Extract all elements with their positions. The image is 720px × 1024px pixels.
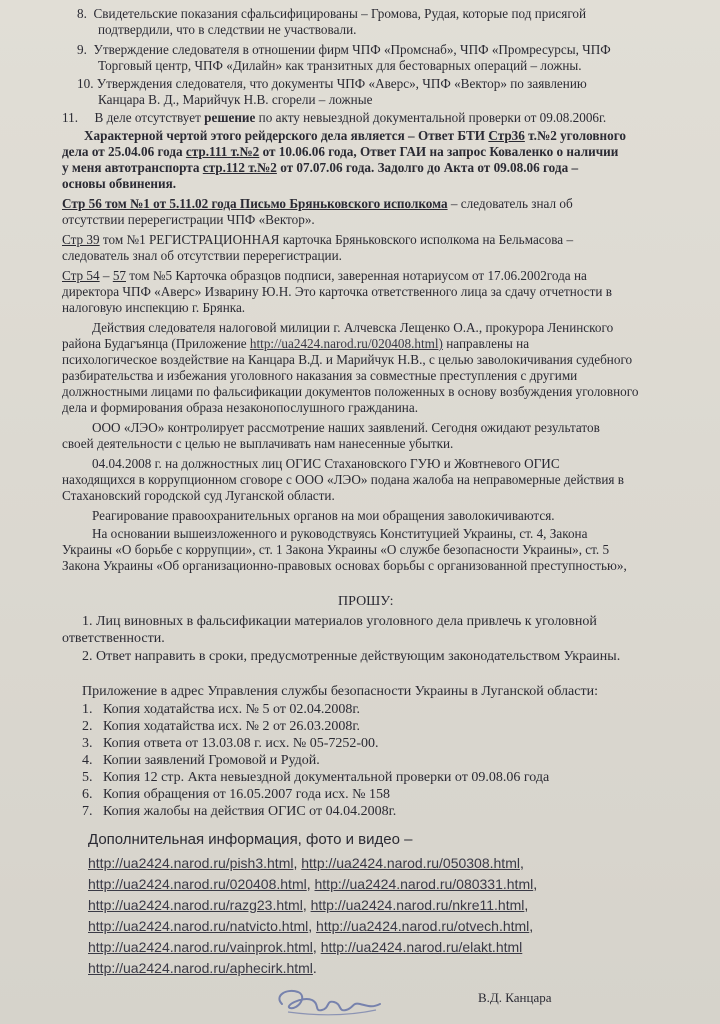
attachment-item: 4. Копии заявлений Громовой и Рудой. (82, 753, 320, 768)
para-basis-line-3: Закона Украины «Об организационно-правовых основах борьбы с организованной преступностью», (62, 558, 627, 573)
list-item-11: 11. В деле отсутствует решение по акту невыездной документальной проверки от 09.08.2006г. (62, 110, 607, 125)
para-leo-line-2: своей деятельности с целью не выплачивать нам нанесенные убытки. (62, 436, 454, 451)
para-reaction: Реагирование правоохранительных органов на мои обращения заволокичиваются. (92, 508, 555, 523)
attachment-item: 7. Копия жалобы на действия ОГИС от 04.04.2008г. (82, 804, 397, 819)
list-item-9: 9. Утверждение следователя в отношении фирм ЧПФ «Промснаб», ЧПФ «Промресурсы, ЧПФ (77, 42, 611, 57)
request-1-cont: ответственности. (62, 631, 165, 646)
request-heading: ПРОШУ: (338, 594, 394, 609)
links-line: http://ua2424.narod.ru/020408.html, http://ua2424.narod.ru/080331.html, (88, 876, 538, 892)
bold-para-line-3: у меня автотранспорта стр.112 т.№2 от 07.07.06 года. Задолго до Акта от 09.08.06 года – (62, 160, 579, 175)
para-actions-line-3: психологическое воздействие на Канцара В.Д. и Марийчук Н.В., с целью заволокичивания судебного (62, 352, 633, 367)
para-0404-line-3: Стахановский городской суд Луганской области. (62, 488, 335, 503)
appendix-link[interactable]: http://ua2424.narod.ru/020408.html) (249, 336, 443, 351)
attachment-item: 3. Копия ответа от 13.03.08 г. исх. № 05-7252-00. (82, 736, 379, 751)
para-actions-line-6: дела и формирования образа незаконопослушного гражданина. (62, 400, 419, 415)
para-page56-cont: отсутствии перерегистрации ЧПФ «Вектор». (62, 212, 315, 227)
para-basis-line-2: Украины «О борьбе с коррупции», ст. 1 Закона Украины «О службе безопасности Украины», ст. 5 (62, 542, 610, 557)
attachment-item: 1. Копия ходатайства исх. № 5 от 02.04.2008г. (82, 702, 361, 717)
para-actions-line-1: Действия следователя налоговой милиции г. Алчевска Лещенко О.А., прокурора Ленинского (92, 320, 614, 335)
para-page39-cont: следователь знал об отсутствии перерегистрации. (62, 248, 342, 263)
bold-para-line-4: основы обвинения. (62, 176, 177, 191)
links-line: http://ua2424.narod.ru/natvicto.html, http://ua2424.narod.ru/otvech.html, (88, 918, 534, 934)
list-item-8-cont: подтвердили, что в следствии не участвовали. (98, 22, 357, 37)
url-link[interactable]: http://ua2424.narod.ru/razg23.html (88, 897, 303, 913)
list-item-10: 10. Утверждения следователя, что документы ЧПФ «Аверс», ЧПФ «Вектор» по заявлению (77, 76, 587, 91)
request-1: 1. Лиц виновных в фальсификации материалов уголовного дела привлечь к уголовной (82, 614, 597, 629)
list-item-10-cont: Канцара В. Д., Марийчук Н.В. сгорели – ложные (98, 92, 373, 107)
links-line: http://ua2424.narod.ru/aphecirk.html. (88, 960, 317, 976)
bold-para-line-2: дела от 25.04.06 года стр.111 т.№2 от 10.06.06 года, Ответ ГАИ на запрос Коваленко о наличии (62, 144, 619, 159)
url-link[interactable]: http://ua2424.narod.ru/020408.html (88, 876, 307, 892)
attachment-item: 2. Копия ходатайства исх. № 2 от 26.03.2008г. (82, 719, 361, 734)
list-item-8: 8. Свидетельские показания сфальсифицированы – Громова, Рудая, которые под присягой (77, 6, 587, 21)
bold-para-line-1: Характерной чертой этого рейдерского дела является – Ответ БТИ Стр36 т.№2 уголовного (84, 128, 626, 143)
para-page54: Стр 54 – 57 том №5 Карточка образцов подписи, заверенная нотариусом от 17.06.2002года на (62, 268, 587, 283)
links-line: http://ua2424.narod.ru/vainprok.html, http://ua2424.narod.ru/elakt.html (88, 939, 523, 955)
url-link[interactable]: http://ua2424.narod.ru/natvicto.html (88, 918, 309, 934)
links-line: http://ua2424.narod.ru/pish3.html, http://ua2424.narod.ru/050308.html, (88, 855, 524, 871)
list-item-9-cont: Торговый центр, ЧПФ «Дилайн» как транзитных для бестоварных операций – ложны. (98, 58, 582, 73)
para-basis-line-1: На основании вышеизложенного и руководствуясь Конституцией Украины, ст. 4, Закона (92, 526, 588, 541)
url-link[interactable]: http://ua2424.narod.ru/080331.html (314, 876, 534, 892)
url-link[interactable]: http://ua2424.narod.ru/vainprok.html (88, 939, 313, 955)
para-leo-line-1: ООО «ЛЭО» контролирует рассмотрение наших заявлений. Сегодня ожидают результатов (92, 420, 600, 435)
para-0404-line-1: 04.04.2008 г. на должностных лиц ОГИС Стахановского ГУЮ и Жовтневого ОГИС (92, 456, 560, 471)
para-page54-cont2: налоговую инспекцию г. Брянка. (62, 300, 246, 315)
para-actions-line-5: должностными лицами по фальсификации документов положенных в основу возбуждения уголовного (62, 384, 639, 399)
extra-info-title: Дополнительная информация, фото и видео – (88, 831, 413, 848)
para-page54-cont: директора ЧПФ «Аверс» Изварину Ю.Н. Это карточка ответственного лица за сдачу отчетности в (62, 284, 612, 299)
para-actions-line-4: разбирательства и избежания уголовного наказания за совместные преступления с другими (62, 368, 578, 383)
attachment-item: 5. Копия 12 стр. Акта невыездной документальной проверки от 09.08.06 года (82, 770, 550, 785)
attachment-item: 6. Копия обращения от 16.05.2007 года исх. № 158 (82, 787, 390, 802)
url-link[interactable]: http://ua2424.narod.ru/050308.html (301, 855, 520, 871)
para-0404-line-2: находящихся в коррупционном сговоре с ООО «ЛЭО» подана жалоба на неправомерные действия в (62, 472, 625, 487)
url-link[interactable]: http://ua2424.narod.ru/otvech.html (316, 918, 530, 934)
request-2: 2. Ответ направить в сроки, предусмотренные действующим законодательством Украины. (82, 649, 621, 664)
handwritten-signature (268, 982, 388, 1022)
links-line: http://ua2424.narod.ru/razg23.html, http://ua2424.narod.ru/nkre11.html, (88, 897, 529, 913)
signature-name: В.Д. Канцара (478, 990, 552, 1005)
url-link[interactable]: http://ua2424.narod.ru/elakt.html (320, 939, 523, 955)
para-page56: Стр 56 том №1 от 5.11.02 года Письмо Бряньковского исполкома – следователь знал об (62, 196, 573, 211)
attachments-title: Приложение в адрес Управления службы безопасности Украины в Луганской области: (82, 684, 598, 699)
para-actions-line-2: района Будагъянца (Приложение http://ua2424.narod.ru/020408.html) направлены на (62, 336, 530, 351)
url-link[interactable]: http://ua2424.narod.ru/pish3.html (88, 855, 294, 871)
para-page39: Стр 39 том №1 РЕГИСТРАЦИОННАЯ карточка Бряньковского исполкома на Бельмасова – (62, 232, 574, 247)
url-link[interactable]: http://ua2424.narod.ru/aphecirk.html (88, 960, 313, 976)
url-link[interactable]: http://ua2424.narod.ru/nkre11.html (310, 897, 525, 913)
